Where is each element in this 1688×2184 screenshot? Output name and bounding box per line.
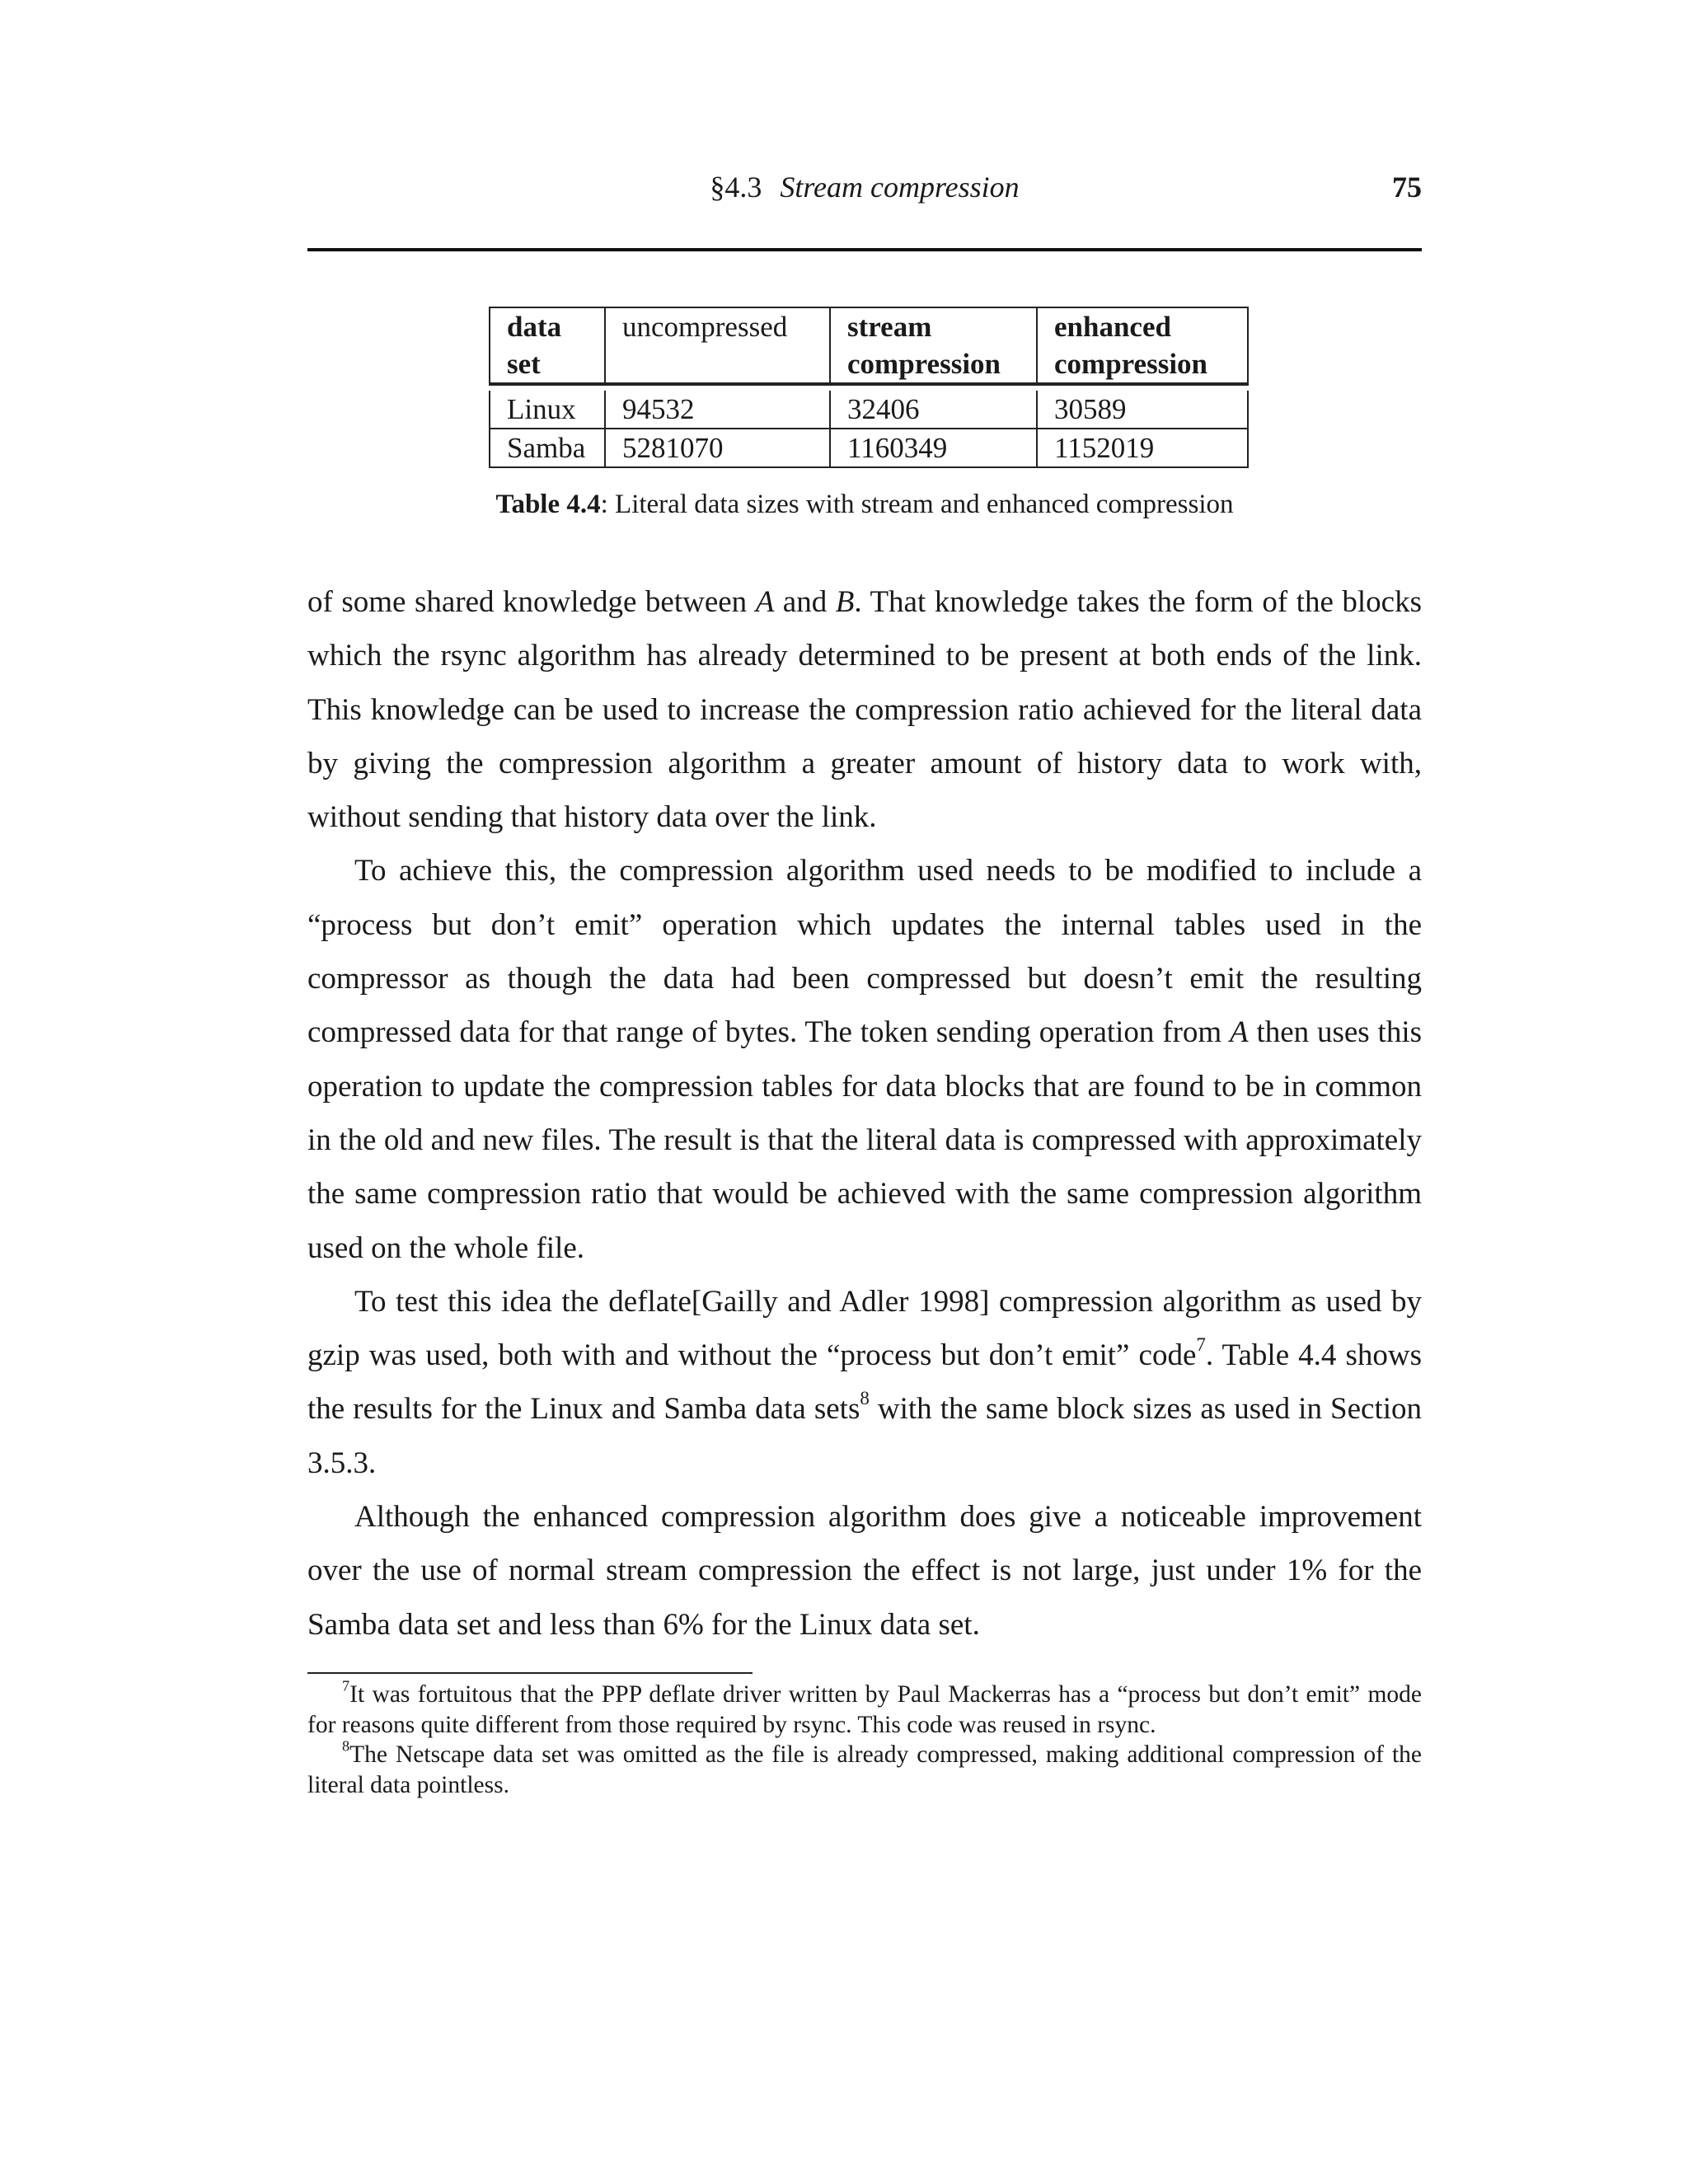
- header-rule: [307, 248, 1422, 251]
- footnote-ref-8[interactable]: 8: [860, 1388, 870, 1409]
- table-row: [489, 429, 1249, 468]
- table-header-row: [489, 307, 1249, 384]
- table-cell: 94532: [604, 391, 829, 429]
- section-heading: [307, 170, 1422, 204]
- footnote-ref-7[interactable]: 7: [1196, 1333, 1206, 1355]
- caption-text: : Literal data sizes with stream and enhanced compression: [600, 490, 1234, 519]
- results-table: [489, 307, 1249, 468]
- table-cell: 30589: [1036, 391, 1249, 429]
- table-header-cell: data set: [489, 307, 604, 384]
- table-cell: 32406: [829, 391, 1036, 429]
- page-number: 75: [1392, 171, 1422, 204]
- paragraph-4: Although the enhanced compression algorithm does give a noticeable improvement over the use of normal stream compression the effect is not large, just under 1% for the Samba data set and less than 6% for the Linux data set.: [307, 1500, 1422, 1642]
- section-title: Stream compression: [780, 171, 1020, 204]
- table-header-cell: enhanced compression: [1036, 307, 1249, 384]
- table-header-cell: uncompressed: [604, 307, 829, 384]
- table-gap: [489, 384, 1249, 391]
- footnotes: [307, 1677, 1422, 1800]
- body-text: [307, 575, 1422, 1652]
- table-cell: 1152019: [1036, 429, 1249, 468]
- table-cell: 5281070: [604, 429, 829, 468]
- paragraph-3: To test this idea the deflate[Gailly and Adler 1998] compression algorithm as used by gzip was used, both with and without the “process but don’t emit” code$^7$. Table 4.4 shows the results for the Linux and Samba data sets$^8$ with the same block sizes as used in Section 3.5.3.: [307, 1284, 1423, 1480]
- table-cell: Linux: [489, 391, 604, 429]
- footnote-rule: [307, 1672, 753, 1674]
- paragraph-2: To achieve this, the compression algorithm used needs to be modified to include a “process but don’t emit” operation which updates the internal tables used in the compressor as though the data had been compressed but doesn’t emit the resulting compressed data for that range of bytes. The token sending operation from A then uses this operation to update the compression tables for data blocks that are found to be in common in the old and new files. The result is that the literal data is compressed with approximately the same compression ratio that would be achieved with the same compression algorithm used on the whole file.: [307, 854, 1422, 1265]
- page: [307, 0, 1422, 2184]
- caption-label: Table 4.4: [495, 490, 601, 519]
- footnote-8: $^8$The Netscape data set was omitted as the file is already compressed, making additional compression of the literal data pointless.: [307, 1737, 1422, 1798]
- table-caption: [307, 486, 1422, 523]
- table-header-cell: stream compression: [829, 307, 1036, 384]
- table-row: [489, 391, 1249, 429]
- section-number: §4.3: [710, 171, 762, 204]
- table-cell: Samba: [489, 429, 604, 468]
- table-cell: 1160349: [829, 429, 1036, 468]
- footnote-7: $^7$It was fortuitous that the PPP deflate driver written by Paul Mackerras has a “process but don’t emit” mode for reasons quite different from those required by rsync. This code was reused in rsync.: [307, 1677, 1422, 1738]
- running-header: [307, 170, 1422, 211]
- paragraph-1: of some shared knowledge between A and B. That knowledge takes the form of the blocks which the rsync algorithm has already determined to be present at both ends of the link. This knowledge can be used to increase the compression ratio achieved for the literal data by giving the compression algorithm a greater amount of history data to work with, without sending that history data over the link.: [307, 585, 1422, 835]
